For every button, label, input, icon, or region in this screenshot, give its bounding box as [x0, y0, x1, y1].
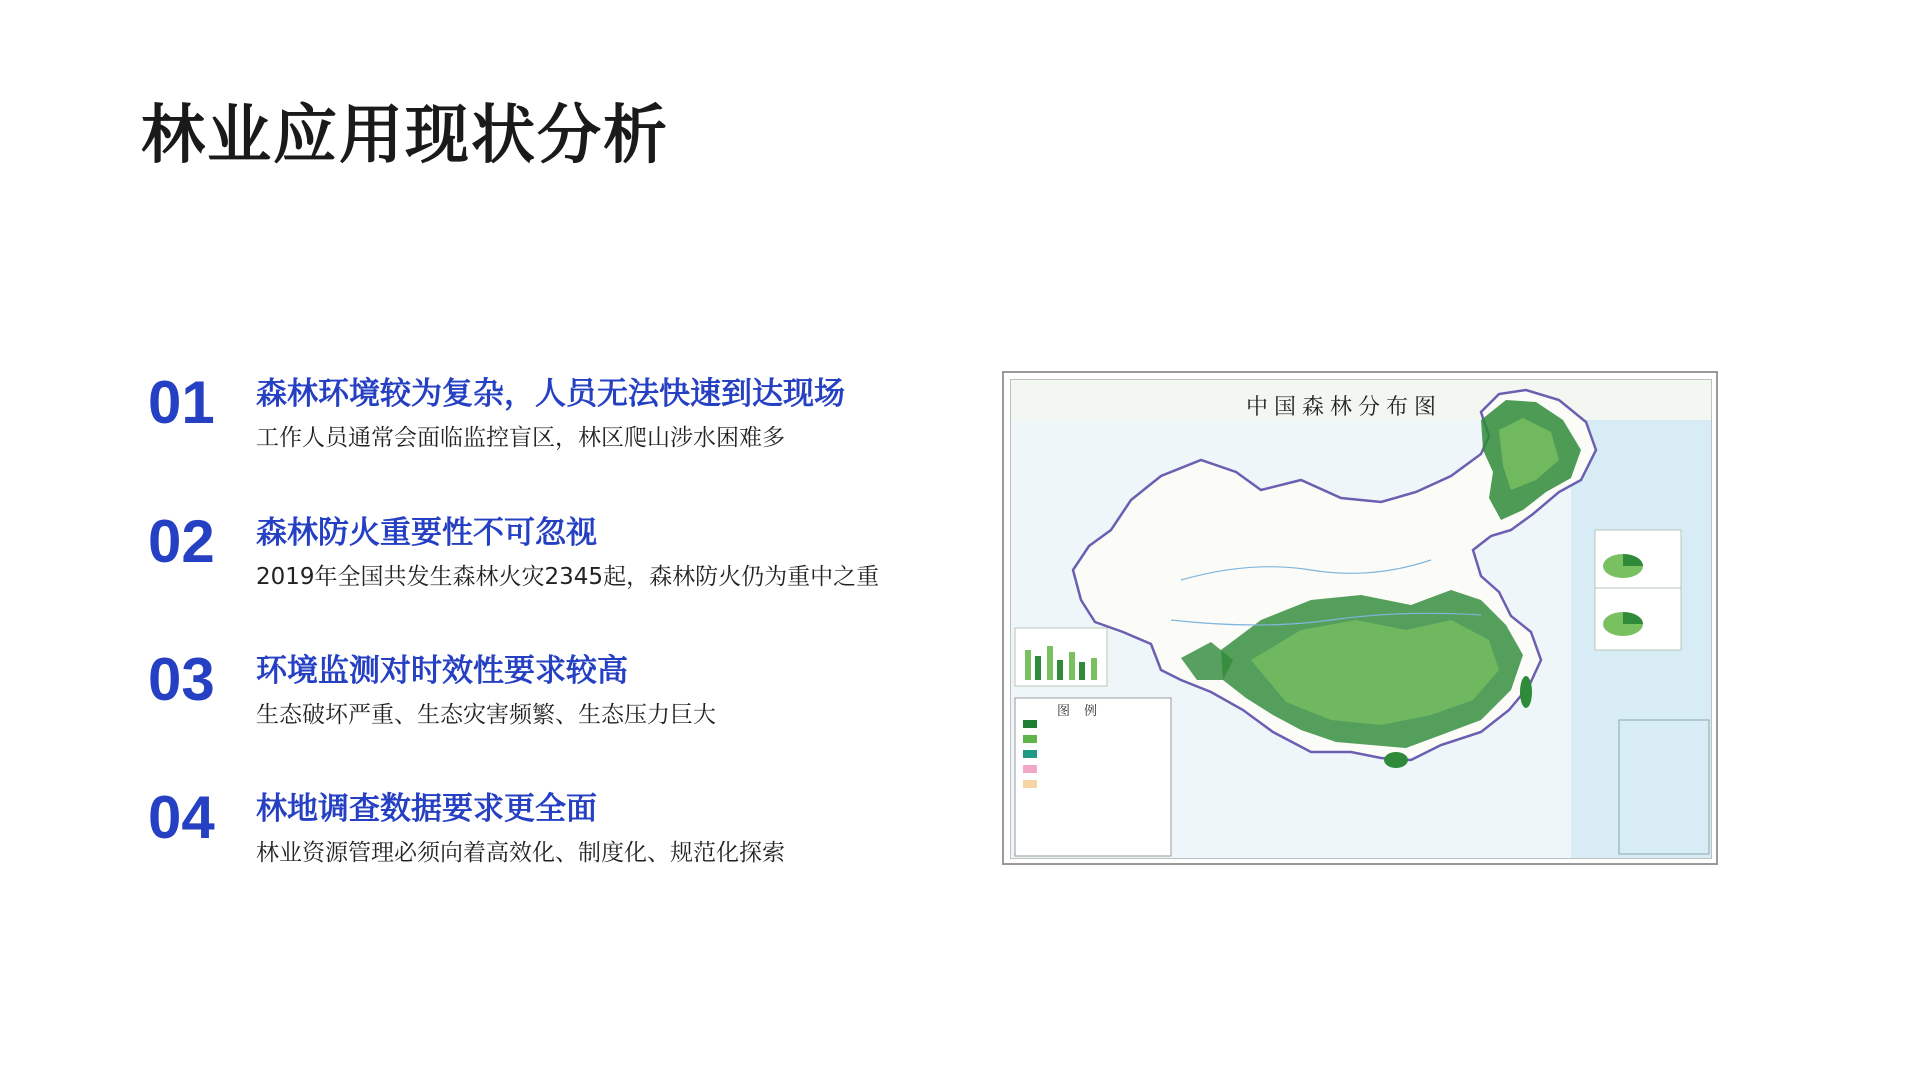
legend-box	[1015, 698, 1171, 856]
list-item	[148, 783, 928, 893]
bar	[1057, 660, 1063, 680]
item-number: 04	[148, 784, 215, 851]
bar	[1025, 650, 1031, 680]
item-heading: 林地调查数据要求更全面	[256, 791, 597, 827]
bar	[1047, 646, 1053, 680]
island-hainan	[1384, 752, 1408, 768]
bar	[1079, 662, 1085, 680]
item-heading: 环境监测对时效性要求较高	[256, 653, 628, 689]
item-detail: 林业资源管理必须向着高效化、制度化、规范化探索	[256, 840, 785, 866]
forest-map-image	[1002, 371, 1718, 865]
item-detail: 工作人员通常会面临监控盲区，林区爬山涉水困难多	[256, 425, 785, 451]
map-graphic	[1011, 380, 1711, 858]
bar	[1091, 658, 1097, 680]
slide-title: 林业应用现状分析	[141, 99, 669, 173]
bar	[1035, 656, 1041, 680]
legend-title: 图例	[1057, 704, 1112, 719]
list-item	[148, 507, 928, 617]
legend-swatch	[1023, 720, 1037, 728]
legend-swatch	[1023, 750, 1037, 758]
map-canvas	[1010, 379, 1712, 859]
bar	[1069, 652, 1075, 680]
legend-swatch	[1023, 735, 1037, 743]
legend-swatch	[1023, 765, 1037, 773]
item-heading: 森林防火重要性不可忽视	[256, 515, 597, 551]
list-item	[148, 368, 928, 478]
map-title: 中国森林分布图	[1246, 395, 1443, 420]
south-sea-inset	[1619, 720, 1709, 854]
item-number: 03	[148, 646, 215, 713]
item-number: 02	[148, 508, 215, 575]
item-detail: 2019年全国共发生森林火灾2345起，森林防火仍为重中之重	[256, 564, 880, 590]
item-heading: 森林环境较为复杂，人员无法快速到达现场	[256, 376, 845, 412]
island-taiwan	[1520, 676, 1532, 708]
item-detail: 生态破坏严重、生态灾害频繁、生态压力巨大	[256, 702, 716, 728]
item-number: 01	[148, 369, 215, 436]
legend-swatch	[1023, 780, 1037, 788]
list-item	[148, 645, 928, 755]
